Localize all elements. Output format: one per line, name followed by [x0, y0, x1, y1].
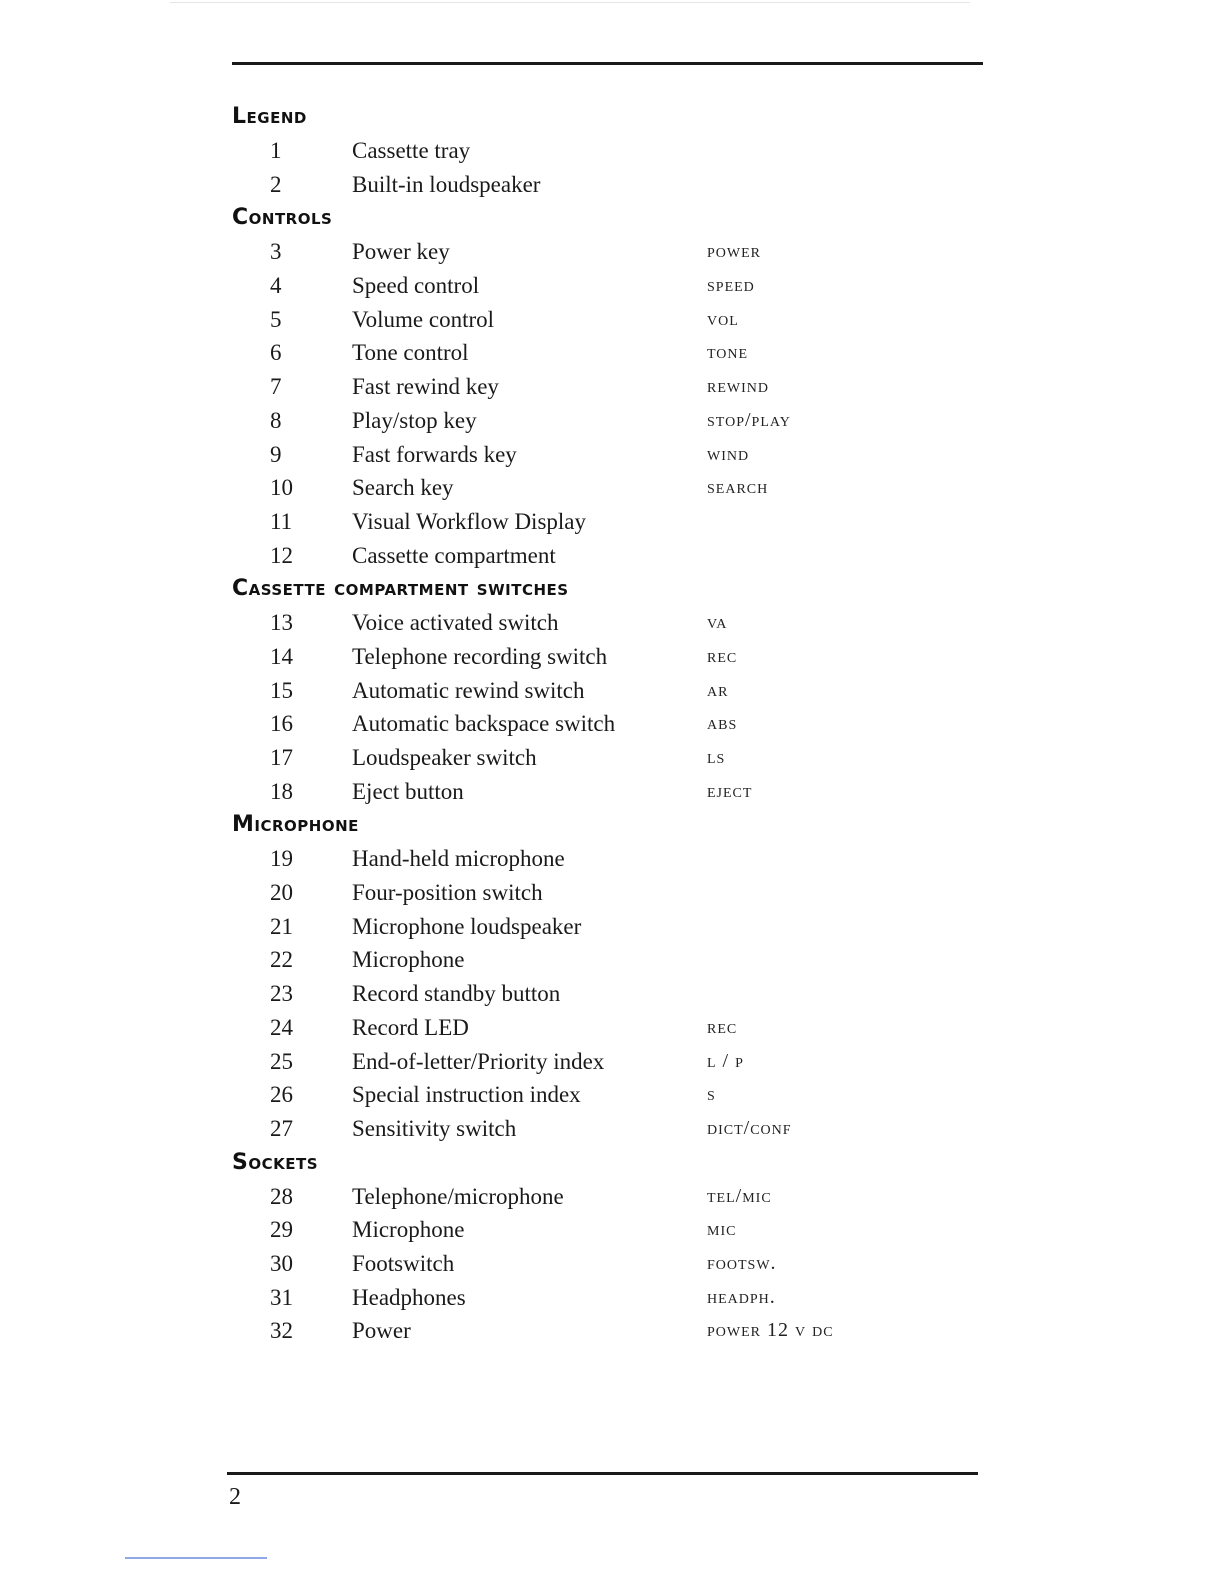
list-item — [232, 505, 992, 539]
item-number: 15 — [270, 677, 293, 703]
item-number: 21 — [270, 913, 293, 939]
list-item — [232, 1247, 992, 1281]
list-item — [232, 1112, 992, 1146]
item-label: Fast rewind key — [352, 374, 499, 400]
item-tag: rec — [707, 644, 738, 667]
item-tag: stop/play — [707, 408, 791, 431]
item-number: 3 — [270, 239, 282, 265]
list-item — [232, 977, 992, 1011]
item-tag: rewind — [707, 375, 769, 398]
item-label: Voice activated switch — [352, 610, 559, 636]
item-tag: wind — [707, 442, 750, 465]
item-number: 11 — [270, 508, 293, 534]
list-item — [232, 1011, 992, 1045]
header-rule — [232, 62, 983, 65]
item-tag: footsw. — [707, 1251, 777, 1274]
item-number: 24 — [270, 1014, 293, 1040]
item-number: 28 — [270, 1183, 293, 1209]
item-tag: power — [707, 240, 761, 263]
item-number: 13 — [270, 610, 293, 636]
item-number: 27 — [270, 1115, 293, 1141]
item-number: 6 — [270, 340, 282, 366]
item-label: Search key — [352, 475, 454, 501]
item-label: Speed control — [352, 273, 480, 299]
item-tag: s — [707, 1083, 716, 1106]
item-label: Built-in loudspeaker — [352, 171, 541, 197]
item-label: Automatic rewind switch — [352, 677, 585, 703]
list-item — [232, 707, 992, 741]
item-number: 12 — [270, 542, 293, 568]
footer-rule — [227, 1472, 978, 1475]
item-tag: rec — [707, 1015, 738, 1038]
item-label: Tone control — [352, 340, 469, 366]
item-tag: abs — [707, 712, 738, 735]
section-heading: Cassette compartment switches — [232, 576, 569, 602]
item-tag: mic — [707, 1218, 737, 1241]
item-label: Automatic backspace switch — [352, 711, 616, 737]
item-number: 16 — [270, 711, 293, 737]
list-item — [232, 404, 992, 438]
item-tag: headph. — [707, 1285, 776, 1308]
item-label: Four-position switch — [352, 880, 543, 906]
item-tag: l / p — [707, 1049, 744, 1072]
item-label: Eject button — [352, 778, 464, 804]
item-label: Volume control — [352, 306, 495, 332]
list-item — [232, 741, 992, 775]
item-tag: dict/conf — [707, 1116, 792, 1139]
scan-link-artifact — [125, 1557, 267, 1559]
list-item — [232, 303, 992, 337]
scan-artifact — [170, 2, 970, 3]
item-number: 25 — [270, 1048, 293, 1074]
list-item — [232, 876, 992, 910]
list-item — [232, 1281, 992, 1315]
list-item — [232, 943, 992, 977]
list-item — [232, 1180, 992, 1214]
item-label: Microphone — [352, 947, 465, 973]
item-number: 23 — [270, 981, 293, 1007]
item-label: Headphones — [352, 1284, 466, 1310]
item-tag: eject — [707, 779, 753, 802]
item-label: Hand-held microphone — [352, 846, 565, 872]
item-number: 7 — [270, 374, 282, 400]
item-tag: va — [707, 611, 728, 634]
section — [232, 100, 992, 201]
section-heading: Controls — [232, 205, 333, 231]
item-number: 10 — [270, 475, 293, 501]
list-item — [232, 438, 992, 472]
item-number: 22 — [270, 947, 293, 973]
page-number: 2 — [229, 1484, 241, 1510]
item-label: Sensitivity switch — [352, 1115, 517, 1141]
section-heading: Legend — [232, 104, 307, 129]
list-item — [232, 1213, 992, 1247]
list-item — [232, 1314, 992, 1348]
item-label: Visual Workflow Display — [352, 508, 586, 534]
list-item — [232, 842, 992, 876]
item-label: Telephone/microphone — [352, 1183, 564, 1209]
item-number: 1 — [270, 138, 282, 163]
item-label: Loudspeaker switch — [352, 745, 537, 770]
item-number: 2 — [270, 171, 282, 197]
item-label: Power — [352, 1318, 411, 1344]
item-number: 8 — [270, 407, 282, 433]
list-item — [232, 168, 992, 202]
section — [232, 201, 992, 572]
list-item — [232, 640, 992, 674]
list-item — [232, 606, 992, 640]
item-label: Footswitch — [352, 1250, 455, 1276]
section-heading: Microphone — [232, 812, 359, 838]
item-number: 9 — [270, 441, 282, 467]
list-item — [232, 910, 992, 944]
item-tag: tel/mic — [707, 1184, 772, 1207]
item-label: Microphone loudspeaker — [352, 913, 582, 939]
list-item — [232, 134, 992, 168]
item-number: 29 — [270, 1217, 293, 1243]
item-tag: power 12 v dc — [707, 1319, 834, 1342]
item-label: Cassette tray — [352, 138, 471, 163]
item-number: 14 — [270, 643, 293, 669]
item-number: 18 — [270, 778, 293, 804]
list-item — [232, 336, 992, 370]
item-label: Play/stop key — [352, 407, 477, 433]
item-label: Fast forwards key — [352, 441, 517, 467]
item-number: 26 — [270, 1082, 293, 1108]
list-item — [232, 1045, 992, 1079]
legend-list — [232, 100, 992, 1348]
item-label: Special instruction index — [352, 1082, 581, 1108]
list-item — [232, 471, 992, 505]
item-tag: ar — [707, 678, 729, 701]
list-item — [232, 775, 992, 809]
item-label: Microphone — [352, 1217, 465, 1243]
item-label: Record standby button — [352, 981, 561, 1007]
item-number: 19 — [270, 846, 293, 872]
list-item — [232, 539, 992, 573]
item-tag: vol — [707, 307, 739, 330]
item-label: Telephone recording switch — [352, 643, 608, 669]
item-label: End-of-letter/Priority index — [352, 1048, 605, 1074]
item-number: 32 — [270, 1318, 293, 1344]
item-label: Power key — [352, 239, 450, 265]
item-number: 30 — [270, 1250, 293, 1276]
item-tag: speed — [707, 274, 755, 297]
item-label: Cassette compartment — [352, 542, 556, 568]
section — [232, 572, 992, 808]
item-tag: search — [707, 476, 769, 499]
list-item — [232, 674, 992, 708]
item-number: 17 — [270, 745, 293, 770]
item-number: 4 — [270, 273, 282, 299]
section — [232, 1146, 992, 1348]
section — [232, 808, 992, 1145]
list-item — [232, 269, 992, 303]
item-number: 31 — [270, 1284, 293, 1310]
item-number: 20 — [270, 880, 293, 906]
item-number: 5 — [270, 306, 282, 332]
list-item — [232, 235, 992, 269]
section-heading: Sockets — [232, 1149, 319, 1175]
item-tag: ls — [707, 746, 726, 768]
item-label: Record LED — [352, 1014, 469, 1040]
list-item — [232, 1078, 992, 1112]
list-item — [232, 370, 992, 404]
item-tag: tone — [707, 341, 749, 364]
